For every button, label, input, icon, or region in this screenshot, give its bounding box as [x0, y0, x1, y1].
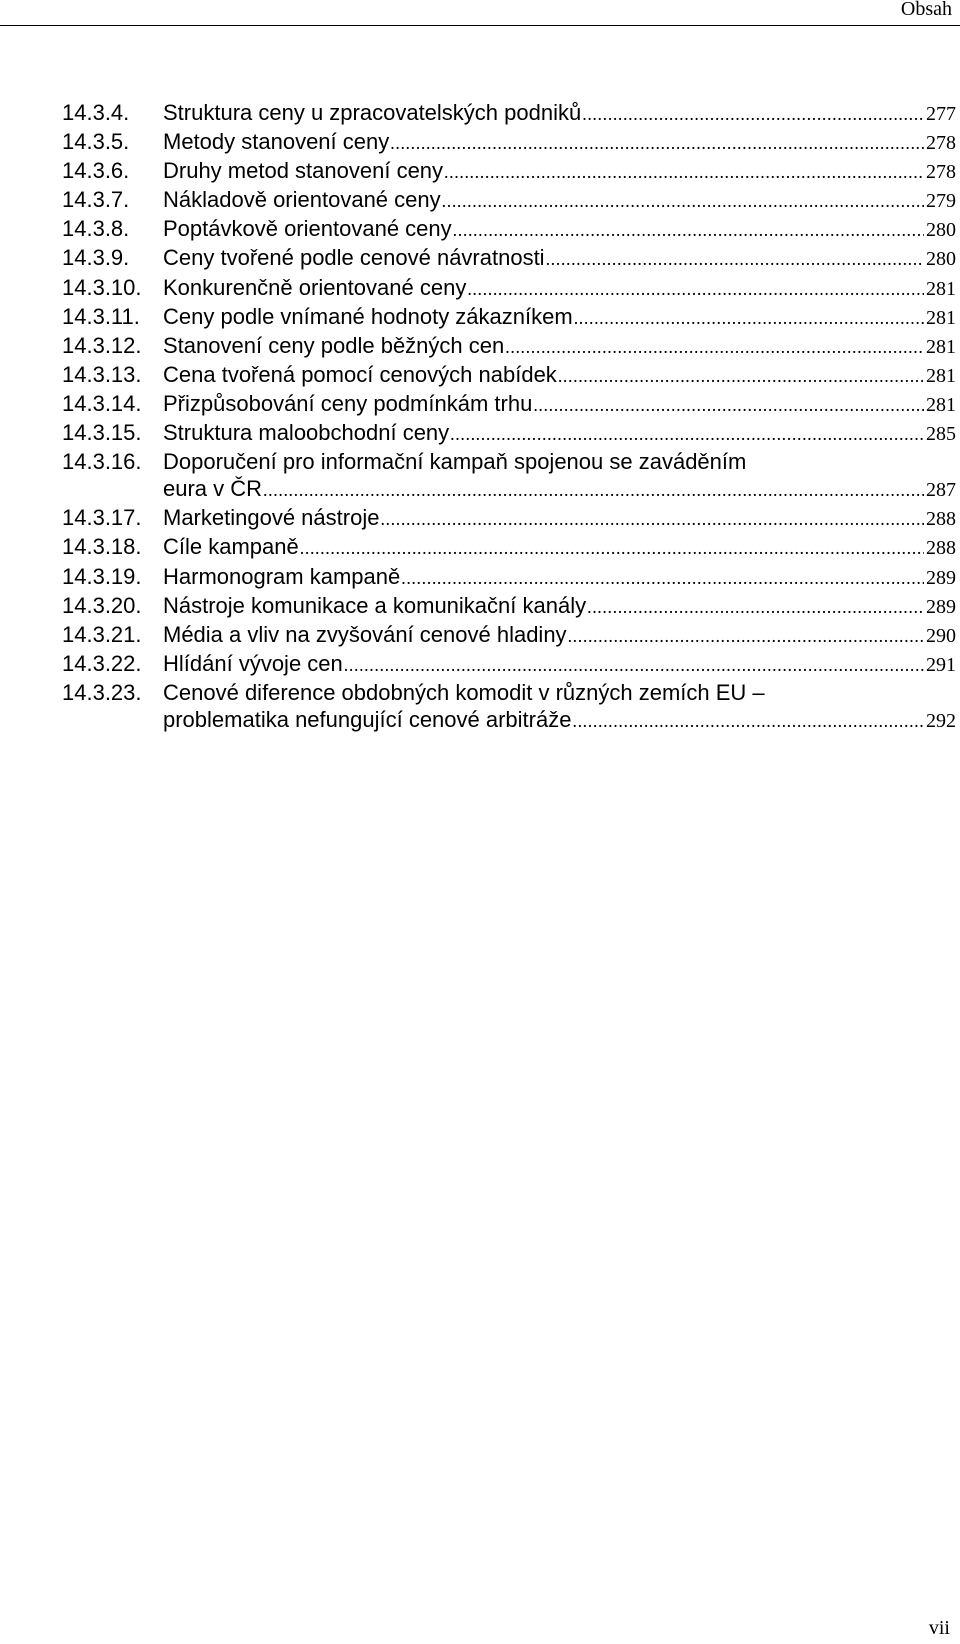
toc-entry-number: 14.3.14. — [62, 390, 142, 416]
dot-leader — [574, 303, 924, 330]
dot-leader — [533, 390, 924, 417]
dot-leader — [467, 274, 924, 301]
toc-entry-title: Cíle kampaně — [163, 534, 299, 560]
dot-leader — [401, 563, 924, 590]
toc-entry[interactable] — [62, 448, 956, 504]
toc-entry-page: 277 — [926, 103, 956, 125]
toc-entry-number: 14.3.5. — [62, 129, 130, 155]
toc-entry[interactable] — [62, 99, 956, 128]
toc-entry[interactable] — [62, 157, 956, 186]
toc-entry-number: 14.3.23. — [62, 679, 142, 705]
toc-entry-page: 281 — [926, 364, 956, 387]
toc-entry[interactable] — [62, 679, 956, 735]
toc-entry-number: 14.3.10. — [62, 274, 142, 300]
toc-entry-page: 278 — [926, 132, 956, 155]
toc-entry-title: Média a vliv na zvyšování cenové hladiny — [163, 621, 567, 647]
toc-entry-page: 280 — [926, 248, 956, 271]
dot-leader — [546, 244, 924, 271]
toc-entry-number: 14.3.7. — [62, 187, 130, 213]
toc-entry-title: Konkurenčně orientované ceny — [163, 274, 467, 300]
toc-entry[interactable] — [62, 390, 956, 419]
dot-leader — [450, 419, 924, 446]
toc-entry-number: 14.3.8. — [62, 216, 130, 242]
dot-leader — [380, 504, 924, 531]
toc-entry-page: 279 — [926, 190, 956, 213]
toc-entry-number: 14.3.4. — [62, 100, 130, 125]
dot-leader — [572, 706, 924, 733]
toc-entry-title: Poptávkově orientované ceny — [163, 216, 452, 242]
toc-entry-number: 14.3.9. — [62, 245, 130, 271]
running-header-title: Obsah — [900, 0, 952, 20]
toc-entry-page: 288 — [926, 508, 956, 531]
toc-entry-title: Cena tvořená pomocí cenových nabídek — [163, 361, 557, 387]
dot-leader — [558, 361, 924, 388]
toc-entry[interactable] — [62, 650, 956, 679]
toc-entry-number: 14.3.20. — [62, 592, 142, 618]
toc-entry-number: 14.3.18. — [62, 534, 142, 560]
toc-entry[interactable] — [62, 621, 956, 650]
toc-entry-title: Nástroje komunikace a komunikační kanály — [163, 592, 587, 618]
toc-entry[interactable] — [62, 244, 956, 273]
toc-entry-page: 278 — [926, 161, 956, 184]
toc-entry-title: Ceny tvořené podle cenové návratnosti — [163, 245, 545, 271]
toc-entry-number: 14.3.21. — [62, 621, 142, 647]
toc-entry[interactable] — [62, 128, 956, 157]
toc-entry-title: Metody stanovení ceny — [163, 129, 390, 155]
toc-entry-number: 14.3.12. — [62, 332, 142, 358]
toc-entry-number: 14.3.22. — [62, 650, 142, 676]
toc-entry-title-line1: Doporučení pro informační kampaň spojenou se zaváděním — [163, 449, 747, 475]
toc-entry-title: Stanovení ceny podle běžných cen — [163, 332, 505, 358]
dot-leader — [582, 99, 924, 126]
page-number: vii — [928, 1617, 950, 1639]
table-of-contents — [62, 99, 956, 735]
toc-entry[interactable] — [62, 563, 956, 592]
dot-leader — [263, 475, 924, 502]
toc-entry-title: Marketingové nástroje — [163, 505, 380, 531]
toc-entry[interactable] — [62, 533, 956, 562]
toc-entry[interactable] — [62, 186, 956, 215]
toc-entry-page: 292 — [926, 709, 956, 732]
toc-entry[interactable] — [62, 332, 956, 361]
dot-leader — [344, 650, 924, 677]
toc-entry-title: eura v ČR — [163, 476, 263, 502]
toc-entry-number: 14.3.6. — [62, 158, 130, 184]
toc-entry-title: Struktura ceny u zpracovatelských podniků — [163, 100, 582, 125]
toc-entry-page: 285 — [926, 423, 956, 446]
toc-entry[interactable] — [62, 303, 956, 332]
dot-leader — [505, 332, 924, 359]
toc-entry-title: Nákladově orientované ceny — [163, 187, 441, 213]
toc-entry[interactable] — [62, 419, 956, 448]
toc-entry-title: Přizpůsobování ceny podmínkám trhu — [163, 390, 533, 416]
dot-leader — [300, 533, 924, 560]
running-header — [0, 0, 960, 26]
toc-entry-page: 287 — [926, 479, 956, 502]
dot-leader — [390, 128, 924, 155]
toc-entry-page: 281 — [926, 277, 956, 300]
toc-entry-page: 280 — [926, 219, 956, 242]
toc-entry-number: 14.3.16. — [62, 449, 142, 475]
toc-entry-title: Harmonogram kampaně — [163, 563, 401, 589]
toc-entry[interactable] — [62, 215, 956, 244]
toc-entry-title: Druhy metod stanovení ceny — [163, 158, 444, 184]
toc-entry-number: 14.3.15. — [62, 420, 142, 446]
toc-entry-page: 281 — [926, 393, 956, 416]
toc-entry-number: 14.3.11. — [62, 303, 140, 329]
dot-leader — [453, 215, 924, 242]
toc-entry-title: Struktura maloobchodní ceny — [163, 420, 450, 446]
dot-leader — [442, 186, 924, 213]
toc-entry-page: 281 — [926, 335, 956, 358]
toc-entry-page: 281 — [926, 306, 956, 329]
toc-entry-title: problematika nefungující cenové arbitráže — [163, 706, 572, 732]
toc-entry-title: Ceny podle vnímané hodnoty zákazníkem — [163, 303, 573, 329]
toc-entry-page: 288 — [926, 537, 956, 560]
toc-entry-page: 289 — [926, 566, 956, 589]
toc-entry-page: 289 — [926, 595, 956, 618]
toc-entry-number: 14.3.17. — [62, 505, 142, 531]
toc-entry-number: 14.3.19. — [62, 563, 142, 589]
toc-entry-title-line1: Cenové diference obdobných komodit v různých zemích EU – — [163, 679, 765, 705]
toc-entry-title: Hlídání vývoje cen — [163, 650, 343, 676]
dot-leader — [568, 621, 924, 648]
toc-entry[interactable] — [62, 361, 956, 390]
dot-leader — [444, 157, 924, 184]
toc-entry[interactable] — [62, 274, 956, 303]
dot-leader — [587, 592, 924, 619]
toc-entry-page: 290 — [926, 624, 956, 647]
toc-entry-number: 14.3.13. — [62, 361, 142, 387]
toc-entry-page: 291 — [926, 653, 956, 676]
toc-entry[interactable] — [62, 592, 956, 621]
toc-entry[interactable] — [62, 504, 956, 533]
